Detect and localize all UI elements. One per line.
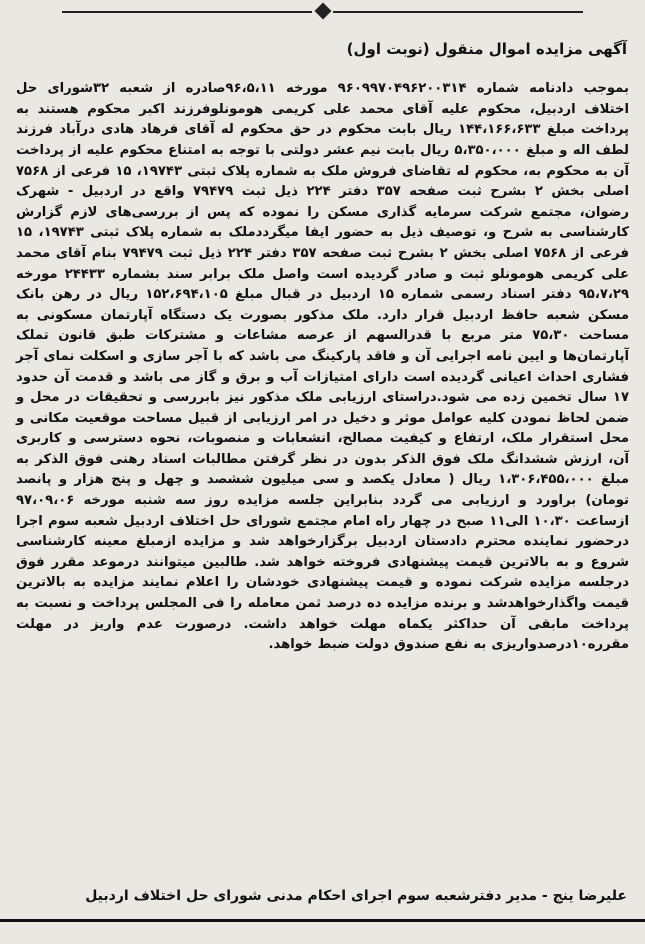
bottom-rule [0,919,645,922]
notice-title: آگهی مزایده اموال منقول (نوبت اول) [346,40,627,58]
diamond-icon [314,3,331,20]
ornament-line-left [62,11,312,13]
notice-signature: علیرضا ینج - مدیر دفترشعبه سوم اجرای احکام مدنی شورای حل اختلاف اردبیل [85,888,627,904]
notice-body: بموجب دادنامه شماره ۹۶۰۹۹۷۰۴۹۶۲۰۰۳۱۴ مورخه ۹۶،۵،۱۱صادره از شعبه ۳۲شورای حل اختلاف اردبیل، محکوم علیه آقای محمد علی کریمی هومونلوفرزند اکبر محکوم هستند به پرداخت مبلغ ۱۴۴،۱۶۶،۶۳۳ ریال بابت محکوم در حق محکوم له آقای فرهاد هادی درآباد فرزند لطف اله و مبلغ ۵،۳۵۰،۰۰۰ ریال بابت نیم عشر دولتی با توجه به امتناع محکوم علیه از پرداخت آن به محکوم به، محکوم له تقاضای فروش ملک به شماره پلاک ثبتی ۱۹۷۴۳، ۱۵ فرعی از ۷۵۶۸ اصلی بخش ۲ بشرح ثبت صفحه ۳۵۷ دفتر ۲۲۴ ذیل ثبت ۷۹۴۷۹ واقع در اردبیل - شهرک رضوان، مجتمع شرکت سرمایه گذاری مسکن را نموده که پس از بررسی‌های لازم گزارش کارشناسی به شرح و، توصیف ذیل به حضور ایفا میگرددملک به شماره پلاک ثبتی ۱۹۷۴۳، ۱۵ فرعی از ۷۵۶۸ اصلی بخش ۲ بشرح ثبت صفحه ۳۵۷ دفتر ۲۲۴ ذیل ثبت ۷۹۴۷۹ بنام آقای محمد علی کریمی هومونلو ثبت و صادر گردیده است واصل ملک برابر سند بشماره ۲۴۴۳۳ مورخه ۹۵،۷،۲۹ دفتر اسناد رسمی شماره ۱۵ اردبیل در قبال مبلغ ۱۵۲،۶۹۴،۱۰۵ ریال در رهن بانک مسکن شعبه حافظ اردبیل قرار دارد. ملک مذکور بصورت یک دستگاه آپارتمان مسکونی به مساحت ۷۵،۳۰ متر مربع با قدرالسهم از عرصه مشاعات و مشترکات طبق قانون تملک آپارتمان‌ها و ایین نامه اجرایی آن و فاقد پارکینگ می باشد که با آجر سازی و اسکلت نمای آجر فشاری احداث اعیانی گردیده است دارای امتیازات آب و برق و گاز می باشد و قدمت آن حدود ۱۷ سال تخمین زده می شود.دراستای ارزیابی ملک مذکور نیز بابررسی و تحقیقات در محل و ضمن لحاظ نمودن کلیه عوامل موثر و دخیل در امر ارزیابی از قبیل مساحت موقعیت مکانی و محل استقرار ملک، ارتفاع و کیفیت مصالح، انشعابات و منصوبات، نحوه دسترسی و کاربری آن، ارزش ششدانگ ملک فوق الذکر بدون در نظر گرفتن مطالبات اسناد رهنی فوق الذکر به مبلغ ۱،۳۰۶،۴۵۵،۰۰۰ ریال ( معادل یکصد و سی میلیون ششصد و چهل و پنج هزار و پانصد تومان) براورد و ارزیابی می گردد بنابراین جلسه مزایده روز سه شنبه مورخه ۹۷،۰۹،۰۶ ازساعت ۱۰،۳۰ الی۱۱ صبح در چهار راه امام مجتمع شورای حل اختلاف اردبیل شعبه سوم اجرا درحضور نماینده محترم دادستان اردبیل برگزارخواهد شد و مزایده ازمبلغ معینه کارشناسی شروع و به بالاترین قیمت پیشنهادی فروخته خواهد شد. طالبین میتوانند درموعد مقرر فوق درجلسه مزایده شرکت نموده و قیمت پیشنهادی خودشان را اعلام نمایند مزایده به بالاترین قیمت واگذارخواهدشد و برنده مزایده ده درصد ثمن معامله را فی المجلس پرداخت و نسبت به پرداخت مابقی آن حداکثر یکماه مهلت خواهد داشت. درصورت عدم واریز در مهلت مقرره۱۰درصدواریزی به نفع صندوق دولت ضبط خواهد. [16,81,630,653]
ornament-line-right [333,11,583,13]
top-ornament [62,2,583,22]
